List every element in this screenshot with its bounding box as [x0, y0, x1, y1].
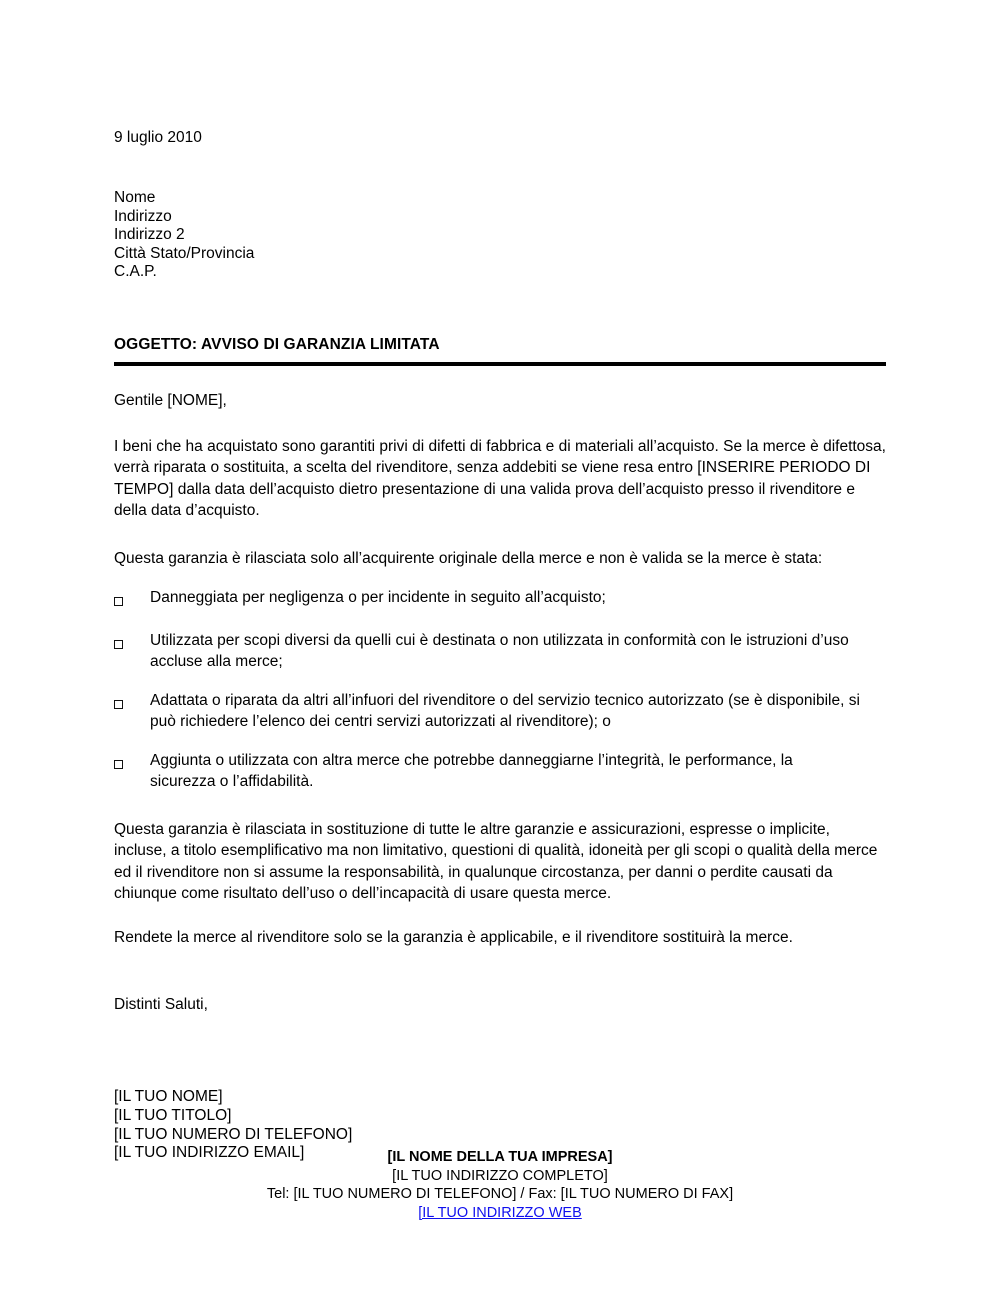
letter-date: 9 luglio 2010 — [114, 129, 202, 146]
list-item — [114, 587, 886, 613]
checkbox-square-icon — [114, 587, 150, 613]
footer-company-name: [IL NOME DELLA TUA IMPRESA] — [387, 1149, 613, 1165]
signature-line-email: [IL TUO INDIRIZZO EMAIL] — [114, 1144, 305, 1162]
paragraph-disclaimer: Questa garanzia è rilasciata in sostituzione di tutte le altre garanzie e assicurazioni, espresse o implicite, incluse, a titolo esemplificativo ma non limitativo, questioni di qualità, idoneità per gli scopi o qualità della merce ed il rivenditore non si assume la responsabilità, in qualunque circostanza, per danni o perdite causati da chiunque come risultato dell’uso o dell’incapacità di usare questa merce. — [114, 820, 878, 903]
signature-line-title: [IL TUO TITOLO] — [114, 1107, 232, 1125]
paragraph-conditions-lead: Questa garanzia è rilasciata solo all’acquirente originale della merce e non è valida se la merce è stata: — [114, 549, 823, 567]
footer-phone-fax: Tel: [IL TUO NUMERO DI TELEFONO] / Fax: [IL TUO NUMERO DI FAX] — [266, 1186, 734, 1203]
footer-website-link[interactable]: [IL TUO INDIRIZZO WEB — [418, 1204, 582, 1221]
checkbox-square-icon — [114, 750, 150, 776]
footer-website-link-wrapper — [0, 1204, 1000, 1223]
recipient-line-city-state: Città Stato/Provincia — [114, 244, 255, 262]
list-item-label: Utilizzata per scopi diversi da quelli cui è destinata o non utilizzata in conformità con le istruzioni d’uso accluse alla merce; — [150, 631, 849, 671]
checkbox-square-icon — [114, 690, 150, 716]
list-item-label: Aggiunta o utilizzata con altra merce che potrebbe danneggiarne l’integrità, le performance, la sicurezza o l’affidabilità. — [150, 751, 793, 791]
list-item-label: Danneggiata per negligenza o per incidente in seguito all’acquisto; — [150, 589, 606, 607]
recipient-address-block — [114, 189, 886, 282]
recipient-line-name: Nome — [114, 189, 156, 206]
list-item-label: Adattata o riparata da altri all’infuori del rivenditore o del servizio tecnico autorizzato (se è disponibile, si può richiedere l’elenco dei centri servizi autorizzati al rivenditore); o — [150, 691, 860, 731]
recipient-line-address1: Indirizzo — [114, 207, 172, 225]
horizontal-rule — [114, 362, 886, 366]
subject-heading: OGGETTO: AVVISO DI GARANZIA LIMITATA — [114, 335, 440, 353]
letter-body — [114, 128, 886, 1163]
list-item — [114, 750, 886, 793]
footer-address: [IL TUO INDIRIZZO COMPLETO] — [392, 1167, 608, 1184]
paragraph-return-note: Rendete la merce al rivenditore solo se la garanzia è applicabile, e il rivenditore sostituirà la merce. — [114, 928, 793, 946]
closing-salutation: Distinti Saluti, — [114, 996, 208, 1014]
signature-line-name: [IL TUO NOME] — [114, 1088, 223, 1106]
checkbox-square-icon — [114, 630, 150, 656]
page-footer — [0, 1148, 1000, 1222]
recipient-line-address2: Indirizzo 2 — [114, 226, 185, 244]
salutation: Gentile [NOME], — [114, 391, 227, 409]
exclusions-list — [114, 587, 886, 793]
paragraph-warranty-intro: I beni che ha acquistato sono garantiti privi di difetti di fabbrica e di materiali all’acquisto. Se la merce è difettosa, verrà riparata o sostituita, a scelta del rivenditore, senza addebiti se viene resa entro [INSERIRE PERIODO DI TEMPO] dalla data dell’acquisto dietro presentazione di una valida prova dell’acquisto presso il rivenditore e della data d’acquisto. — [114, 437, 886, 520]
list-item — [114, 630, 886, 673]
signature-line-phone: [IL TUO NUMERO DI TELEFONO] — [114, 1125, 353, 1143]
list-item — [114, 690, 886, 733]
recipient-line-postal-code: C.A.P. — [114, 263, 157, 281]
